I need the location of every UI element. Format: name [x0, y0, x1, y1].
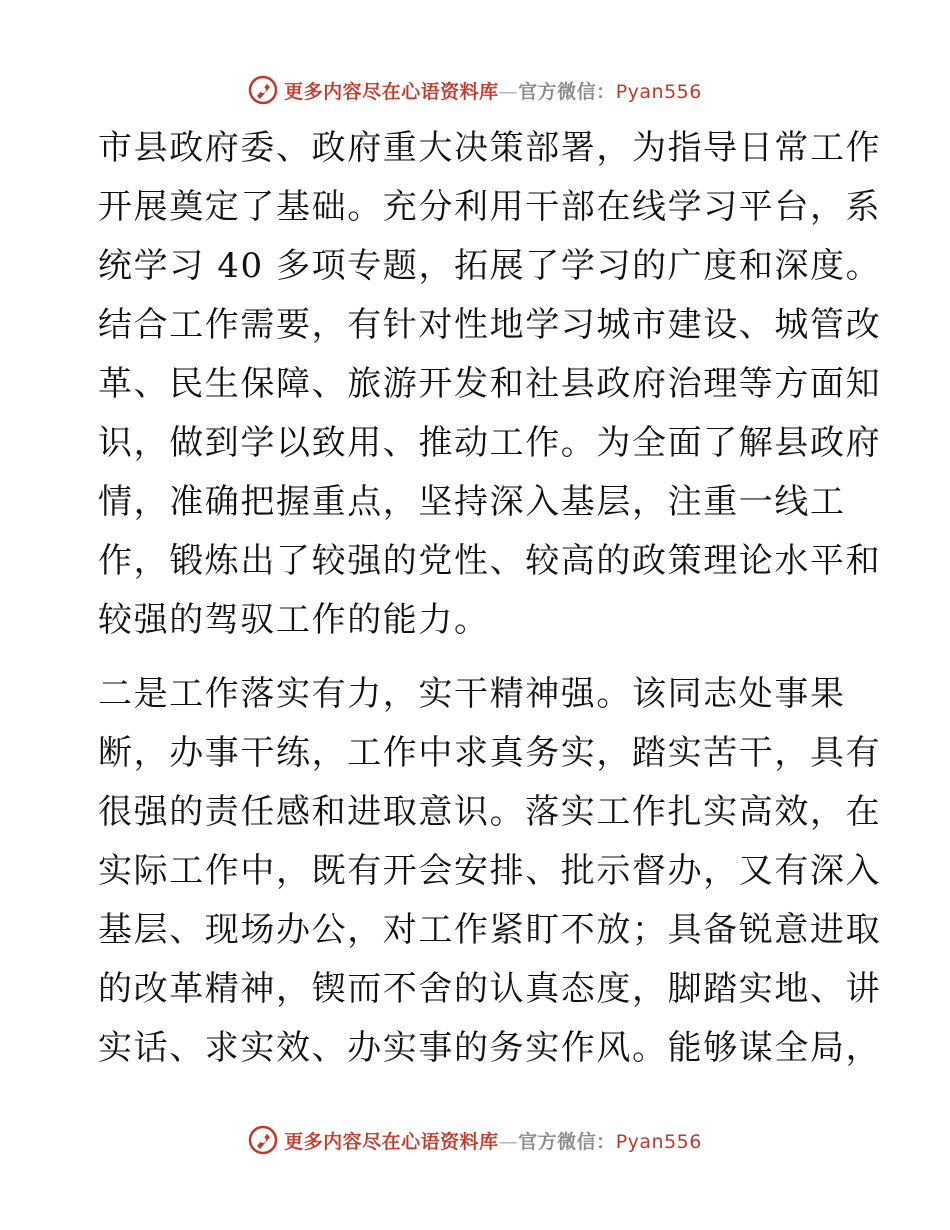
pen-logo-icon — [248, 75, 278, 105]
text-line: 较强的驾驭工作的能力。 — [98, 600, 490, 640]
text-line: 开展奠定了基础。充分利用干部在线学习平台，系 — [98, 187, 882, 227]
paragraph-2 — [98, 665, 882, 1078]
paragraph-gap — [98, 650, 858, 665]
footer-watermark — [0, 1120, 950, 1160]
text-line: 二是工作落实有力，实干精神强。该同志处事果 — [98, 674, 846, 714]
text-line: 识，做到学以致用、推动工作。为全面了解县政府 — [98, 423, 882, 463]
header-watermark — [0, 70, 950, 110]
text-line: 情，准确把握重点，坚持深入基层，注重一线工 — [98, 482, 846, 522]
text-line: 市县政府委、政府重大决策部署，为指导日常工作 — [98, 128, 882, 168]
text-line: 断，办事干练，工作中求真务实，踏实苦干，具有 — [98, 733, 882, 773]
document-body — [98, 119, 882, 1078]
text-line: 实际工作中，既有开会安排、批示督办，又有深入 — [98, 851, 882, 891]
text-line: 革、民生保障、旅游开发和社县政府治理等方面知 — [98, 364, 882, 404]
text-line: 结合工作需要，有针对性地学习城市建设、城管改 — [98, 305, 882, 345]
text-line: 的改革精神，锲而不舍的认真态度，脚踏实地、讲 — [98, 969, 882, 1009]
paragraph-1 — [98, 119, 882, 650]
pen-logo-icon — [248, 1125, 278, 1155]
watermark-text: 更多内容尽在心语资料库—官方微信：Pyan556 — [284, 80, 702, 103]
text-line: 统学习 40 多项专题，拓展了学习的广度和深度。 — [98, 246, 882, 286]
text-line: 基层、现场办公，对工作紧盯不放；具备锐意进取 — [98, 910, 882, 950]
text-line: 实话、求实效、办实事的务实作风。能够谋全局， — [98, 1028, 882, 1068]
text-line: 作，锻炼出了较强的党性、较高的政策理论水平和 — [98, 541, 882, 581]
watermark-text: 更多内容尽在心语资料库—官方微信：Pyan556 — [284, 1130, 702, 1153]
text-line: 很强的责任感和进取意识。落实工作扎实高效，在 — [98, 792, 882, 832]
